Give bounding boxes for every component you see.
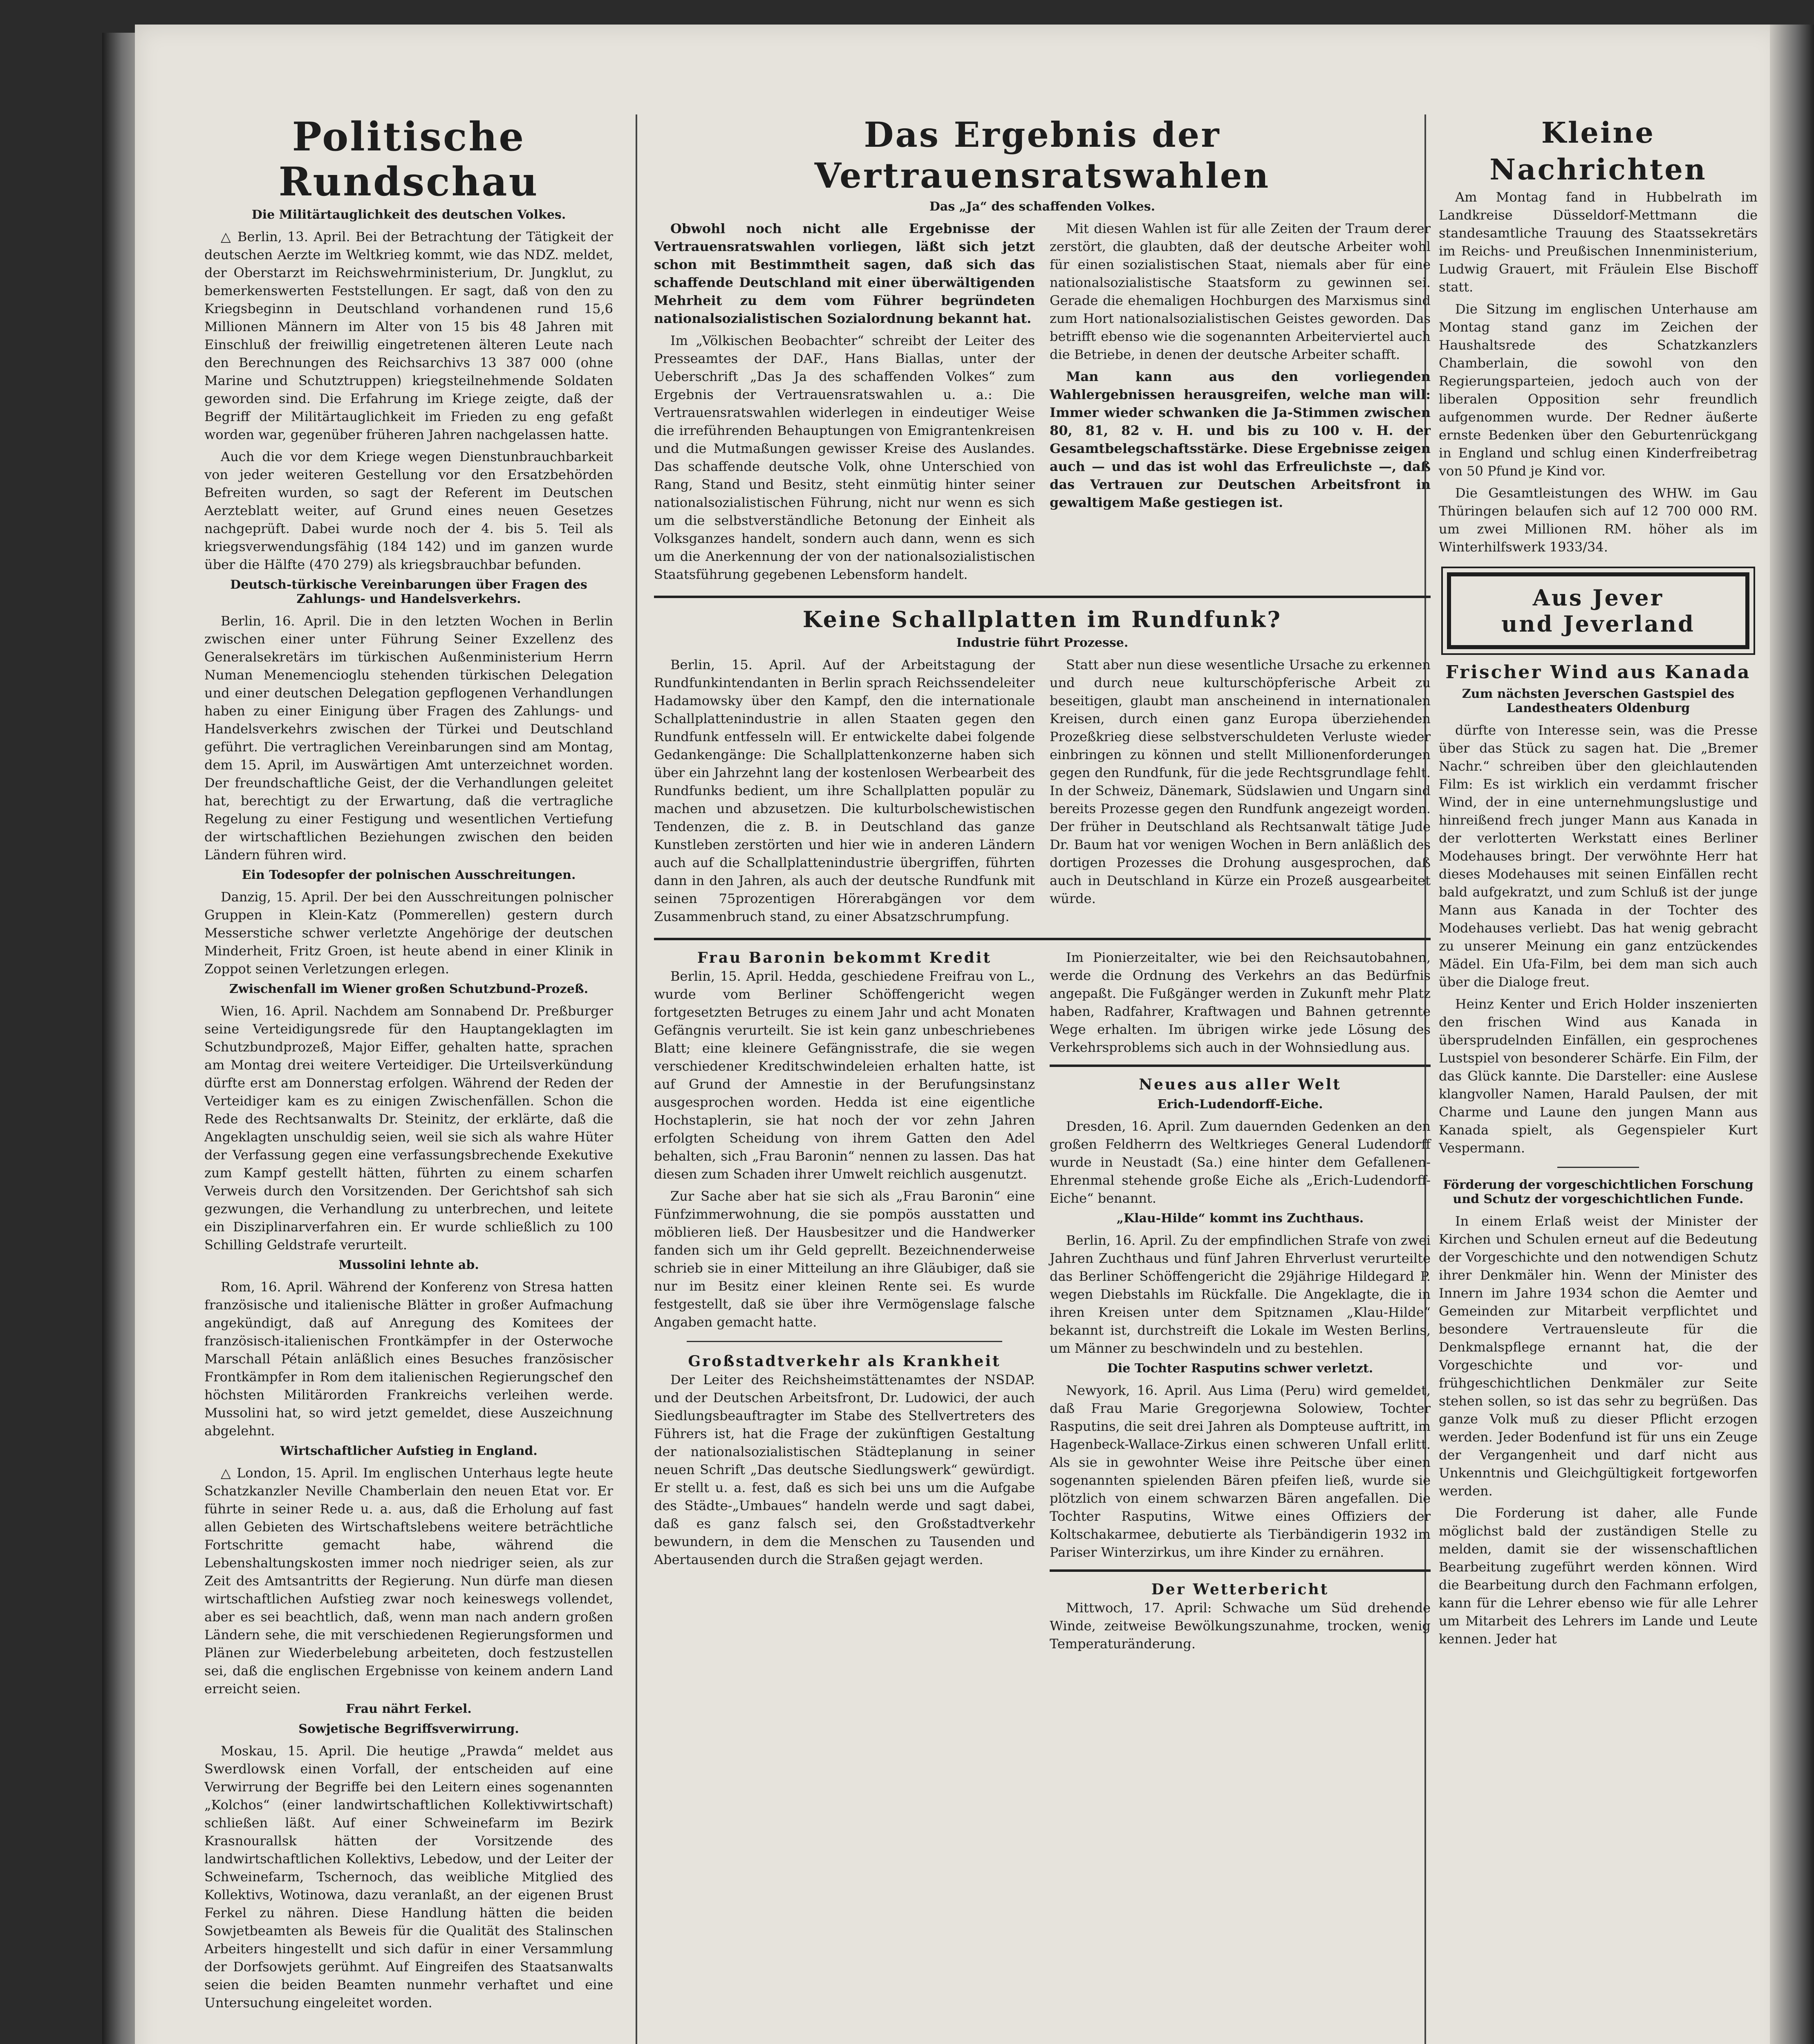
article-body: [654, 220, 1431, 587]
article-paragraph: Berlin, 16. April. Zu der empfindlichen Strafe von zwei Jahren Zuchthaus und fünf Jahren Ehrverlust verurteilte das Berliner Schöffengericht die 29jährige Hildegard P. wegen Diebstahls im Rückfalle. Die Angeklagte, die in ihren Kreisen unter dem Spitznamen „Klau-Hilde“ bekannt ist, durchstreift die Lokale im Westen Berlins, um Männer zu beschwindeln und zu bestehlen.: [1050, 1233, 1431, 1356]
article-headline: Der Wetterbericht: [1151, 1581, 1329, 1598]
article-subhead: Deutsch-türkische Vereinbarungen über Fragen des Zahlungs- und Handelsverkehrs.: [230, 578, 587, 606]
article-paragraph: Man kann aus den vorliegenden Wahlergebnissen herausgreifen, welche man will: Immer wieder schwanken die Ja-Stimmen zwischen 80, 81, 82 v. H. und bis zu 100 v. H. der Gesamtbelegschaftsstärke. Diese Ergebnisse zeigen auch — und das ist wohl das Erfreulichste —, daß das Vertrauen zur Deutschen Arbeitsfront in gewaltigem Maße gestiegen ist.: [1050, 369, 1431, 510]
article-subhead: „Klau-Hilde“ kommt ins Zuchthaus.: [1116, 1211, 1364, 1226]
lead-headline: Das Ergebnis der Vertrauensratswahlen: [814, 114, 1270, 196]
article-paragraph: △ London, 15. April. Im englischen Unterhaus legte heute Schatzkanzler Neville Chamberlain den neuen Etat vor. Er führte in seiner Rede u. a. aus, daß die Erholung auf fast allen Gebieten des Wirtschaftslebens weitere beträchtliche Fortschritte gemacht habe, während die Lebenshaltungskosten immer noch niedriger seien, als zur Zeit des Amtsantritts der Regierung. Nun dürfe man diesen wirtschaftlichen Aufstieg zwar noch keineswegs vollendet, aber es sei beachtlich, daß, wenn man nach andern großen Ländern sehe, die mit verschiedenen Regierungsformen und Plänen zur Wiederbelebung arbeiteten, doch festzustellen sei, daß die englischen Ergebnisse von keinem andern Land erreicht seien.: [204, 1465, 613, 1697]
divider: [687, 1341, 1002, 1342]
article-paragraph: Zur Sache aber hat sie sich als „Frau Baronin“ eine Fünfzimmerwohnung, die sie pompös ausstatten und möblieren ließ. Der Hausbesitzer und die Handwerker fanden sich um ihr Geld geprellt. Bezeichnenderweise schrieb sie in einer Mitteilung an ihre Gläubiger, daß sie nur im Besitz einer kleinen Rente sei. Es wurde festgestellt, daß sie über ihre Vermögenslage falsche Angaben gemacht hatte.: [654, 1188, 1035, 1330]
article-subhead: Zum nächsten Jeverschen Gastspiel des Landestheaters Oldenburg: [1462, 687, 1735, 715]
page-edge: [1770, 25, 1814, 2044]
left-column: [204, 114, 613, 2016]
article-paragraph: Newyork, 16. April. Aus Lima (Peru) wird gemeldet, daß Frau Marie Gregorjewna Solowiew, Tochter Rasputins, die seit drei Jahren als Dompteuse auftritt, im Hagenbeck-Wallace-Zirkus einen schweren Unfall erlitt. Als sie in gewohnter Weise ihre Peitsche über einen sogenannten spielenden Bären pfeifen ließ, wurde sie plötzlich von einem schwarzen Bären angefallen. Die Tochter Rasputins, Witwe eines Offiziers der Koltschakarmee, debutierte als Tierbändigerin 1932 im Pariser Winterzirkus, um ihre Kinder zu ernähren.: [1050, 1383, 1431, 1560]
article-body: [654, 656, 1431, 930]
article-subhead: Wirtschaftlicher Aufstieg in England.: [280, 1444, 537, 1458]
section-title: Kleine Nachrichten: [1489, 116, 1707, 186]
section-title: Politische Rundschau: [278, 114, 539, 205]
article-subhead: Zwischenfall im Wiener großen Schutzbund-Prozeß.: [229, 982, 589, 996]
article-headline: Frau Baronin bekommt Kredit: [697, 949, 992, 966]
article-paragraph: Mittwoch, 17. April: Schwache um Süd drehende Winde, zeitweise Bewölkungszunahme, trocken, wenig Temperaturänderung.: [1050, 1600, 1431, 1652]
article-intro: Obwohl noch nicht alle Ergebnisse der Vertrauensratswahlen vorliegen, läßt sich jetzt schon mit Bestimmtheit sagen, daß sich das schaffende Deutschland mit einer überwältigenden Mehrheit zu dem vom Führer begründeten nationalsozialistischen Sozialordnung bekannt hat.: [654, 221, 1035, 326]
article-subhead: Ein Todesopfer der polnischen Ausschreitungen.: [242, 868, 576, 882]
article-subhead: Mussolini lehnte ab.: [338, 1258, 479, 1272]
article-subhead: Industrie führt Prozesse.: [956, 636, 1129, 650]
article-subhead: Das „Ja“ des schaffenden Volkes.: [929, 199, 1156, 214]
divider: [1050, 1065, 1431, 1067]
banner-line: Aus Jever: [1532, 585, 1664, 611]
article-paragraph: Der Leiter des Reichsheimstättenamtes der NSDAP. und der Deutschen Arbeitsfront, Dr. Ludowici, der auch Siedlungsbeauftragter im Stabe des Stellvertreters des Führers ist, hat die Frage der zukünftigen Gestaltung der nationalsozialistischen Städteplanung in seiner neuen Schrift „Das deutsche Siedlungswerk“ gewürdigt. Er stellt u. a. fest, daß es sich bei uns um die Aufgabe des Städte-„Umbaues“ handeln werde und sagt dabei, daß es ganz falsch sei, den Großstadtverkehr bewundern, in dem die Menschen zu Tausenden und Abertausenden durch die Straßen gejagt werden.: [654, 1372, 1035, 1567]
divider: [654, 938, 1431, 940]
divider: [1050, 1569, 1431, 1572]
article-headline: Keine Schallplatten im Rundfunk?: [802, 606, 1282, 632]
article-paragraph: Wien, 16. April. Nachdem am Sonnabend Dr. Preßburger seine Verteidigungsrede für den Hauptangeklagten im Schutzbundprozeß, Major Eiffer, gehalten hatte, sprachen am Montag drei weitere Verteidiger. Die Urteilsverkündung dürfte erst am Donnerstag erfolgen. Während der Reden der Verteidiger kam es zu einigen Zwischenfällen. Schon die Rede des Rechtsanwalts Dr. Steinitz, der erklärte, daß die Angeklagten unschuldig seien, weil sie sich als wahre Hüter der Verfassung gegen eine verfassungsbrechende Exekutive zum Kampf gestellt hätten, führten zu einem scharfen Verweis durch den Vorsitzenden. Der Gerichtshof sah sich gezwungen, die Verhandlung zu unterbrechen, und leitete ein Disziplinarverfahren ein. Er wurde schließlich zu 100 Schilling Geldstrafe verurteilt.: [204, 1003, 613, 1253]
article-paragraph: Rom, 16. April. Während der Konferenz von Stresa hatten französische und italienische Blätter in großer Aufmachung angekündigt, daß auf Anregung des Komitees der französisch-italienischen Frontkämpfer in der Osterwoche Marschall Pétain anläßlich eines Besuches französischer Frontkämpfer in Rom dem italienischen Regierungschef den höchsten Militärorden Frankreichs verleihen werde. Mussolini hat, so wird jetzt gemeldet, diese Auszeichnung abgelehnt.: [204, 1279, 613, 1439]
column-separator: [636, 114, 637, 2044]
article-paragraph: Heinz Kenter und Erich Holder inszenierten den frischen Wind aus Kanada in übersprudelnden Einfällen, ein gesprochenes Lustspiel von besonderer Schärfe. Ein Film, der das Glück kannte. Die Darsteller: eine Auslese klangvoller Namen, Harald Paulsen, der mit Charme und Laune den jungen Mann aus Kanada spielt, als Gegenspieler Kurt Vespermann.: [1439, 996, 1758, 1156]
article-paragraph: Am Montag fand in Hubbelrath im Landkreise Düsseldorf-Mettmann die standesamtliche Trauung des Staatssekretärs im Reichs- und Preußischen Innenministerium, Ludwig Grauert, mit Fräulein Else Bischoff statt.: [1439, 189, 1758, 295]
article-subhead: Sowjetische Begriffsverwirrung.: [298, 1722, 519, 1736]
article-paragraph: Im Pionierzeitalter, wie bei den Reichsautobahnen, werde die Ordnung des Verkehrs an das Bedürfnis angepaßt. Die Fußgänger werden in Zukunft mehr Platz haben, Radfahrer, Kraftwagen und Bahnen getrennte Wege erhalten. Im übrigen wirke jede Lösung des Verkehrsproblems sich auch in der Wohnsiedlung aus.: [1050, 950, 1431, 1055]
article-paragraph: Mit diesen Wahlen ist für alle Zeiten der Traum derer zerstört, die glaubten, daß der deutsche Arbeiter wohl für einen sozialistischen Staat, niemals aber für eine nationalsozialistische Staatsform zu gewinnen sei. Gerade die ehemaligen Hochburgen des Marxismus sind zum Hort nationalsozialistischen Geistes geworden. Das betrifft ebenso wie die sogenannten Arbeiterviertel auch die Betriebe, in denen der deutsche Arbeiter schafft.: [1050, 221, 1431, 362]
divider: [654, 596, 1431, 598]
article-paragraph: Berlin, 16. April. Die in den letzten Wochen in Berlin zwischen einer unter Führung Seiner Exzellenz des Generalsekretärs im türkischen Außenministerium Herrn Numan Menemencioglu stehenden türkischen Delegation und einer deutschen Delegation gepflogenen Verhandlungen haben zu einer Einigung über Fragen des Zahlungs- und Handelsverkehrs zwischen der Türkei und Deutschland geführt. Die vertraglichen Vereinbarungen sind am Montag, dem 15. April, im Auswärtigen Amt unterzeichnet worden. Der freundschaftliche Geist, der die Verhandlungen geleitet hat, berechtigt zu der Erwartung, daß die vertragliche Regelung zu einer Festigung und wesentlichen Vertiefung der wirtschaftlichen Beziehungen zwischen den beiden Ländern führen wird.: [204, 613, 613, 863]
article-headline: Frischer Wind aus Kanada: [1445, 662, 1751, 683]
article-subhead: Die Tochter Rasputins schwer verletzt.: [1107, 1361, 1373, 1376]
divider: [1557, 1167, 1639, 1168]
article-subhead: Frau nährt Ferkel.: [346, 1702, 472, 1716]
article-headline: Großstadtverkehr als Krankheit: [688, 1353, 1001, 1370]
local-section-banner: [1447, 572, 1749, 649]
article-paragraph: Auch die vor dem Kriege wegen Dienstunbrauchbarkeit von jeder weiteren Gestellung vor den Ersatzbehörden Befreiten wurden, so sagt der Referent im Deutschen Aerzteblatt weiter, auf Grund eines neuen Gesetzes nachgeprüft. Dabei wurde noch der 4. bis 5. Teil als kriegsverwendungsfähig (184 142) und im ganzen wurde über die Hälfte (470 279) als kriegsbrauchbar befunden.: [204, 449, 613, 572]
article-paragraph: △ Berlin, 13. April. Bei der Betrachtung der Tätigkeit der deutschen Aerzte im Weltkrieg kommt, wie das NDZ. meldet, der Oberstarzt im Reichswehrministerium, Dr. Jungklut, zu bemerkenswerten Feststellungen. Er sagt, daß von den zu Kriegsbeginn in Deutschland vorhandenen rund 15,6 Millionen Männern im Alter von 15 bis 48 Jahren mit Einschluß der freiwillig eingetretenen älteren Leute nach den Berechnungen des Reichsarchivs 13 387 000 (ohne Marine und Schutztruppen) kriegsteilnehmende Soldaten geworden sind. Die Erfahrung im Kriege zeigte, daß der Begriff der Militärtauglichkeit im Frieden zu eng gefaßt worden war, gegenüber früheren Jahren nachgelassen hatte.: [204, 229, 613, 442]
article-paragraph: Die Gesamtleistungen des WHW. im Gau Thüringen belaufen sich auf 12 700 000 RM. um zwei Millionen RM. höher als im Winterhilfswerk 1933/34.: [1439, 485, 1758, 555]
article-subhead: Die Militärtauglichkeit des deutschen Volkes.: [251, 208, 566, 222]
lower-articles: [654, 948, 1431, 1657]
article-paragraph: Berlin, 15. April. Hedda, geschiedene Freifrau von L., wurde vom Berliner Schöffengericht wegen fortgesetzten Betruges zu einem Jahr und acht Monaten Gefängnis verurteilt. Sie ist kein ganz unbeschriebenes Blatt; eine kleinere Gefängnisstrafe, die sie wegen verschiedener Kreditschwindeleien erhalten hatte, ist auf Grund der Amnestie in der Berufungsinstanz ausgesprochen worden. Hedda ist eine eigentliche Hochstaplerin, sie hat noch der vor zehn Jahren erfolgten Scheidung von ihrem Gatten den Adel behalten, sich „Frau Baronin“ nennen zu lassen. Das hat diesen zum Schaden ihrer Umwelt reichlich ausgenutzt.: [654, 968, 1035, 1182]
article-headline: Neues aus aller Welt: [1139, 1076, 1341, 1093]
article-paragraph: Dresden, 16. April. Zum dauernden Gedenken an den großen Feldherrn des Weltkrieges General Ludendorff wurde in Neustadt (Sa.) eine hinter dem Gefallenen-Ehrenmal stehende große Eiche als „Erich-Ludendorff-Eiche“ benannt.: [1050, 1118, 1431, 1206]
banner-line: und Jeverland: [1501, 611, 1695, 637]
article-paragraph: dürfte von Interesse sein, was die Presse über das Stück zu sagen hat. Die „Bremer Nachr.“ schreiben über den gleichlautenden Film: Es ist wirklich ein verdammt frischer Wind, der in eine unternehmungslustige und hinreißend frech junger Mann aus Kanada in der verlotterten Werkstatt eines Berliner Modehauses bringt. Der verwöhnte Herr hat dieses Modehauses mit seinen Einfällen recht bald aufgekratzt, und zum Schluß ist der junge Mann aus Kanada in der Tochter des Modehauses verliebt. Das hat wenig gebracht zu unserer Meinung ein ganz entzückendes Mädel. Ein Ufa-Film, bei dem man sich auch über die Dialoge freut.: [1439, 722, 1758, 990]
article-paragraph: Im „Völkischen Beobachter“ schreibt der Leiter des Presseamtes der DAF., Hans Biallas, unter der Ueberschrift „Das Ja des schaffenden Volkes“ zum Ergebnis der Vertrauensratswahlen u. a.: Die Vertrauensratswahlen widerlegen in eindeutiger Weise die irreführenden Behauptungen von Emigrantenkreisen und die Mutmaßungen gewisser Kreise des Auslandes. Das schaffende deutsche Volk, ohne Unterschied von Rang, Stand und Besitz, steht einmütig hinter seiner nationalsozialistischen Führung, nicht nur wenn es sich um die selbstverständliche Betonung der Einheit als Volksganzes handelt, sondern auch dann, wenn es sich um die Anerkennung der von der nationalsozialistischen Staatsführung gegebenen Lebensform handelt.: [654, 333, 1035, 582]
article-paragraph: Die Sitzung im englischen Unterhause am Montag stand ganz im Zeichen der Haushaltsrede des Schatzkanzlers Chamberlain, die sowohl von den Regierungsparteien, jedoch auch von der liberalen Opposition sehr freundlich aufgenommen wurde. Der Redner äußerte ernste Bedenken über den Geburtenrückgang in England und schlug einen Kinderfreibetrag von 50 Pfund je Kind vor.: [1439, 301, 1758, 479]
article-paragraph: Moskau, 15. April. Die heutige „Prawda“ meldet aus Swerdlowsk einen Vorfall, der entscheiden auf eine Verwirrung der Begriffe bei den Leitern eines sogenannten „Kolchos“ (einer landwirtschaftlichen Kollektivwirtschaft) schließen läßt. Auf einer Schweinefarm im Bezirk Krasnourallsk hätten der Vorsitzende des landwirtschaftlichen Kollektivs, Lebedow, und der Leiter der Schweinefarm, Tschernoch, das weibliche Mitglied des Kollektivs, Wotinowa, dazu veranlaßt, an der eigenen Brust Ferkel zu nähren. Diese Handlung hätten die beiden Sowjetbeamten als Beweis für die Qualität des Stalinschen Arbeiters hingestellt und sich dafür in einer Versammlung der Dorfsowjets gerühmt. Auf Eingreifen des Staatsanwalts seien die beiden Beamten nunmehr verhaftet und eine Untersuchung eingeleitet worden.: [204, 1743, 613, 2010]
article-subhead: Erich-Ludendorff-Eiche.: [1157, 1097, 1323, 1112]
article-paragraph: Danzig, 15. April. Der bei den Ausschreitungen polnischer Gruppen in Klein-Katz (Pommerellen) gestern durch Messerstiche schwer verletzte Angehörige der deutschen Minderheit, Fritz Groen, ist heute abend in einer Klinik in Zoppot seinen Verletzungen erlegen.: [204, 889, 613, 977]
right-column: [1439, 114, 1758, 1652]
article-headline: Förderung der vorgeschichtlichen Forschung und Schutz der vorgeschichtlichen Funde.: [1443, 1178, 1754, 1206]
article-paragraph: Die Forderung ist daher, alle Funde möglichst bald der zuständigen Stelle zu melden, damit sie der wissenschaftlichen Bearbeitung zugeführt werden können. Wird die Bearbeitung durch den Fachmann erfolgen, kann für die Lehrer ebenso wie für alle Lehrer um Mitarbeit des Lehrers im Lande und Leute kennen. Jeder hat: [1439, 1505, 1758, 1647]
article-paragraph: Berlin, 15. April. Auf der Arbeitstagung der Rundfunkintendanten in Berlin sprach Reichssendeleiter Hadamowsky über den Kampf, den die internationale Schallplattenindustrie in allen Staaten gegen den Rundfunk entfesseln will. Er entwickelte dabei folgende Gedankengänge: Die Schallplattenkonzerne haben sich über ein Jahrzehnt lang der kostenlosen Werbearbeit des Rundfunks bedient, um ihre Schallplatten populär zu machen und abzusetzen. Die kulturbolschewistischen Tendenzen, die z. B. in Deutschland das ganze Kunstleben zerstörten und hier wie in anderen Ländern auch auf die Schallplattenindustrie übergriffen, führten dann in den Jahren, als auch der deutsche Rundfunk mit seinen 75prozentigen Hörerabgängen vor dem Zusammenbruch stand, zu einer Absatzschrumpfung.: [654, 657, 1035, 924]
article-paragraph: Statt aber nun diese wesentliche Ursache zu erkennen und durch neue kulturschöpferische Arbeit zu beseitigen, glaubt man anscheinend in internationalen Kreisen, durch einen ganz Europa überziehenden Prozeßkrieg diese selbstverschuldeten Verluste wieder einbringen zu können und stellt Millionenforderungen gegen den Rundfunk, für die jede Rechtsgrundlage fehlt. In der Schweiz, Dänemark, Südslawien und Ungarn sind bereits Prozesse gegen den Rundfunk angezeigt worden. Der früher in Deutschland als Rechtsanwalt tätige Jude Dr. Baum hat vor wenigen Wochen in Bern anläßlich des dortigen Prozesses die Drohung ausgesprochen, daß auch in Deutschland in Kürze ein Prozeß ausgearbeitet würde.: [1050, 657, 1431, 906]
middle-column: [654, 114, 1431, 1657]
article-paragraph: In einem Erlaß weist der Minister der Kirchen und Schulen erneut auf die Bedeutung der Vorgeschichte und den notwendigen Schutz ihrer Denkmäler hin. Wenn der Minister des Innern im Jahre 1934 schon die Aemter und Gemeinden zur Mitarbeit verpflichtet und besondere Vertrauensleute für die Denkmalspflege ernannt hat, die der Vorgeschichte und vor- und frühgeschichtlichen Denkmäler zur Seite stehen sollen, so ist das sehr zu begrüßen. Das ganze Volk muß zu dieser Pflicht erzogen werden. Jeder Bodenfund ist für uns ein Zeuge der Vergangenheit und darf nicht aus Unkenntnis und Gleichgültigkeit fortgeworfen werden.: [1439, 1213, 1758, 1499]
